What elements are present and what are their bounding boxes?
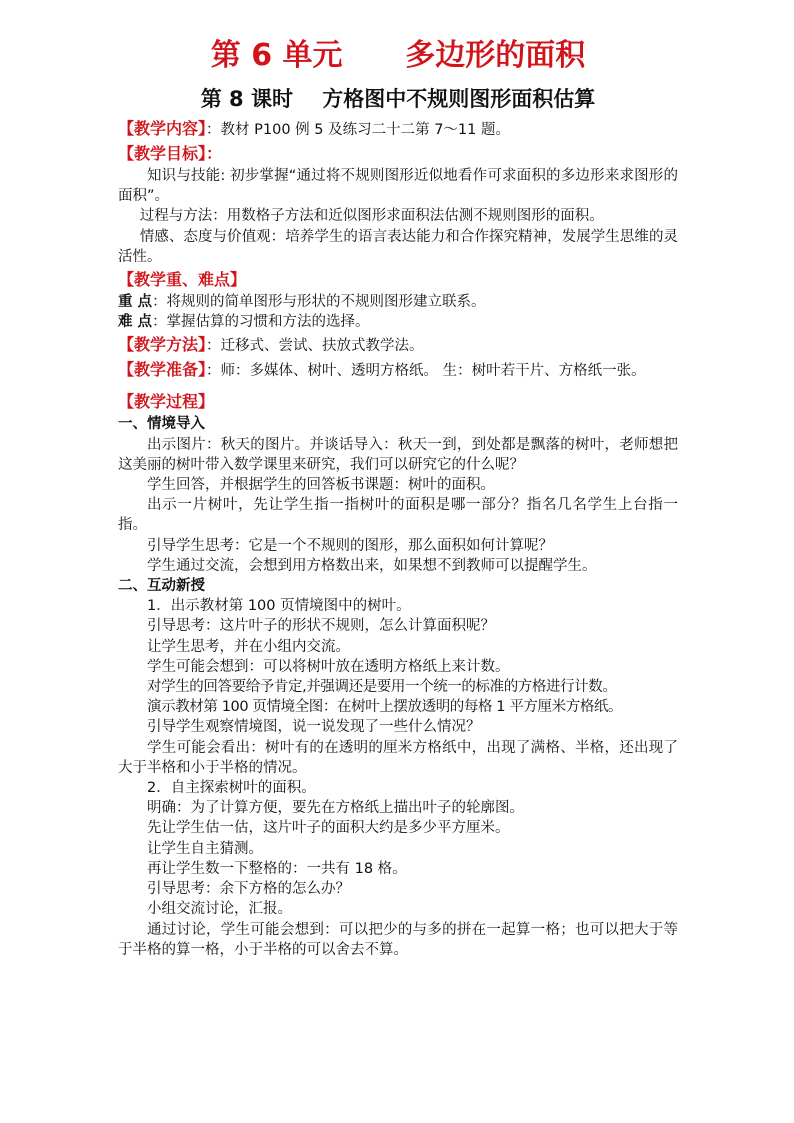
situation-paragraph: 出示图片：秋天的图片。并谈话导入：秋天一到，到处都是飘落的树叶，老师想把这美丽的树叶带入数学课里来研究，我们可以研究它的什么呢？ (118, 436, 678, 473)
key-point-text: ：将规则的简单图形与形状的不规则图形建立联系。 (152, 294, 486, 311)
key-point (118, 292, 678, 312)
interactive-paragraph: 对学生的回答要给予肯定,并强调还是要用一个统一的标准的方格进行计数。 (147, 679, 617, 696)
objective-knowledge: 知识与技能: 初步掌握“通过将不规则图形近似地看作可求面积的多边形来求图形的面积”。 (118, 168, 678, 205)
interactive-paragraph: 先让学生估一估，这片叶子的面积大约是多少平方厘米。 (147, 820, 510, 837)
teaching-objectives-row (118, 143, 678, 165)
situation-paragraph: 引导学生思考：它是一个不规则的图形，那么面积如何计算呢？ (147, 537, 553, 554)
interactive-paragraph: 小组交流讨论，汇报。 (147, 901, 292, 918)
interactive-paragraph: 2．自主探索树叶的面积。 (147, 780, 316, 797)
teaching-preparation-label: 【教学准备】 (118, 360, 207, 380)
key-difficult-row (118, 269, 678, 291)
section-situation-title: 一、情境导入 (118, 416, 205, 433)
teaching-content-label: 【教学内容】 (118, 119, 207, 138)
difficult-point-label: 难 点 (118, 314, 153, 331)
interactive-paragraph: 让学生思考，并在小组内交流。 (147, 638, 350, 655)
interactive-paragraph: 学生可能会看出：树叶有的在透明的厘米方格纸中，出现了满格、半格，还出现了大于半格和小于半格的情况。 (118, 739, 678, 776)
interactive-paragraph: 让学生自主猜测。 (147, 840, 263, 857)
teaching-objectives-label: 【教学目标】 (118, 144, 207, 163)
teaching-objectives-colon: ： (206, 144, 223, 163)
objective-emotion: 情感、态度与价值观：培养学生的语言表达能力和合作探究精神，发展学生思维的灵活性。 (118, 228, 678, 265)
interactive-paragraph: 再让学生数一下整格的：一共有 18 格。 (147, 860, 407, 877)
lesson-title: 第 8 课时 方格图中不规则图形面积估算 (200, 87, 596, 111)
key-point-label: 重 点 (118, 294, 153, 311)
teaching-methods-text: ：迁移式、尝试、扶放式教学法。 (206, 338, 424, 355)
key-difficult-label: 【教学重、难点】 (118, 270, 247, 290)
objective-process: 过程与方法：用数格子方法和近似图形求面积法估测不规则图形的面积。 (139, 208, 604, 225)
difficult-point-text: ：掌握估算的习惯和方法的选择。 (152, 314, 370, 331)
unit-title: 第 6 单元 多边形的面积 (210, 38, 586, 73)
teaching-content-row (118, 118, 678, 141)
interactive-paragraph: 引导思考：这片叶子的形状不规则，怎么计算面积呢？ (147, 618, 495, 635)
situation-paragraph: 出示一片树叶，先让学生指一指树叶的面积是哪一部分？指名几名学生上台指一指。 (118, 497, 678, 534)
interactive-paragraph: 引导思考：余下方格的怎么办？ (147, 881, 350, 898)
interactive-paragraph: 明确：为了计算方便，要先在方格纸上描出叶子的轮廓图。 (147, 800, 524, 817)
teaching-process-row (118, 391, 678, 413)
situation-paragraph: 学生通过交流，会想到用方格数出来，如果想不到教师可以提醒学生。 (147, 557, 597, 574)
teaching-preparation-text: ：师：多媒体、树叶、透明方格纸。 生：树叶若干片、方格纸一张。 (206, 363, 646, 380)
teaching-content-text: ：教材 P100 例 5 及练习二十二第 7～11 题。 (206, 122, 510, 138)
interactive-paragraph: 学生可能会想到：可以将树叶放在透明方格纸上来计数。 (147, 658, 510, 675)
interactive-paragraph: 通过讨论，学生可能会想到：可以把少的与多的拼在一起算一格；也可以把大于等于半格的算一格，小于半格的可以舍去不算。 (118, 921, 678, 958)
teaching-methods-label: 【教学方法】 (118, 335, 207, 355)
interactive-paragraph: 演示教材第 100 页情境全图：在树叶上摆放透明的每格 1 平方厘米方格纸。 (147, 699, 623, 716)
situation-paragraph: 学生回答，并根据学生的回答板书课题：树叶的面积。 (147, 477, 495, 494)
teaching-preparation-row (118, 359, 678, 382)
section-interactive-title: 二、互动新授 (118, 578, 205, 595)
teaching-process-label: 【教学过程】 (118, 392, 215, 412)
difficult-point (118, 312, 678, 332)
interactive-paragraph: 1．出示教材第 100 页情境图中的树叶。 (147, 598, 411, 615)
document-page (118, 36, 678, 960)
interactive-paragraph: 引导学生观察情境图，说一说发现了一些什么情况？ (147, 719, 481, 736)
teaching-methods-row (118, 334, 678, 357)
